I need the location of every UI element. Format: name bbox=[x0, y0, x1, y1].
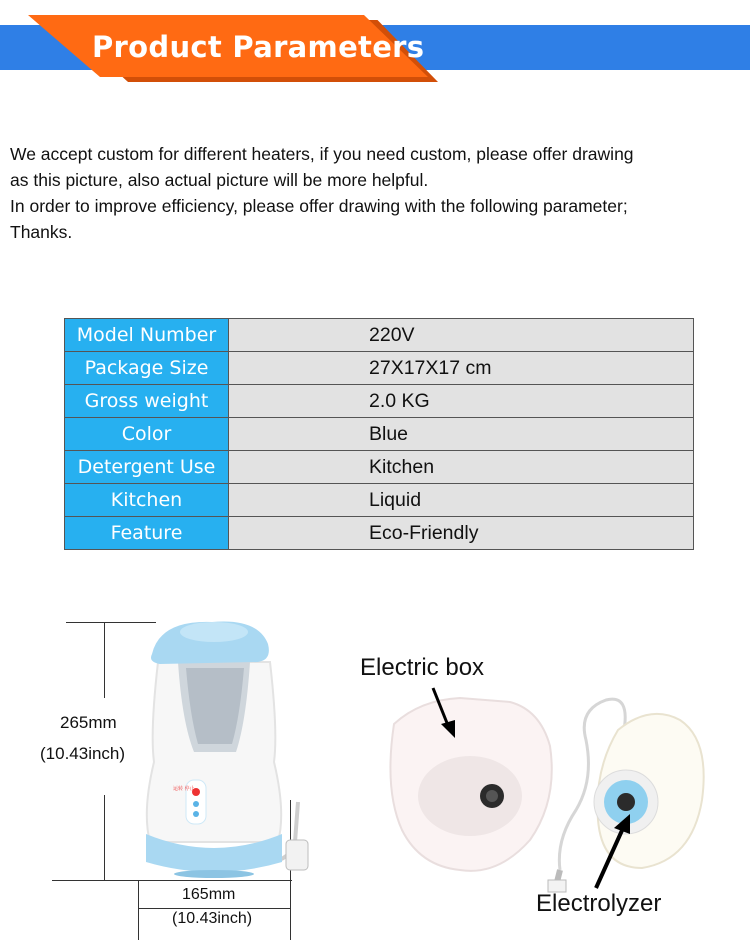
spec-table bbox=[64, 318, 694, 550]
table-row bbox=[65, 517, 694, 550]
spec-key: Detergent Use bbox=[65, 451, 229, 484]
table-row bbox=[65, 352, 694, 385]
intro-line: as this picture, also actual picture will be more helpful. bbox=[10, 170, 429, 190]
spec-key: Package Size bbox=[65, 352, 229, 385]
spec-value: Kitchen bbox=[229, 451, 694, 484]
height-mm-label: 265mm bbox=[60, 713, 117, 732]
spec-key: Kitchen bbox=[65, 484, 229, 517]
electric-box-arrow-icon bbox=[425, 684, 465, 740]
spec-value: 2.0 KG bbox=[229, 385, 694, 418]
electrolyzer-arrow-icon bbox=[586, 812, 636, 892]
table-row bbox=[65, 451, 694, 484]
width-inch-label: (10.43inch) bbox=[172, 910, 253, 927]
section-title: Product Parameters bbox=[92, 30, 425, 64]
dimension-vertical-upper bbox=[104, 622, 105, 698]
intro-line: We accept custom for different heaters, if you need custom, please offer drawing bbox=[10, 144, 634, 164]
dimension-horizontal-left bbox=[138, 880, 139, 940]
spec-key: Gross weight bbox=[65, 385, 229, 418]
intro-line: Thanks. bbox=[10, 222, 73, 242]
intro-text bbox=[10, 141, 745, 245]
spec-key: Model Number bbox=[65, 319, 229, 352]
electrolyzer-callout: Electrolyzer bbox=[536, 890, 662, 917]
assembled-product-illustration bbox=[140, 612, 310, 882]
section-banner bbox=[0, 0, 750, 90]
spec-value: Liquid bbox=[229, 484, 694, 517]
table-row bbox=[65, 385, 694, 418]
spec-value: Blue bbox=[229, 418, 694, 451]
spec-value: Eco-Friendly bbox=[229, 517, 694, 550]
spec-value: 220V bbox=[229, 319, 694, 352]
spec-value: 27X17X17 cm bbox=[229, 352, 694, 385]
spec-key: Color bbox=[65, 418, 229, 451]
dimension-vertical-lower bbox=[104, 795, 105, 880]
height-inch-label: (10.43inch) bbox=[40, 744, 126, 763]
electric-box-callout: Electric box bbox=[360, 654, 485, 681]
width-mm-label: 165mm bbox=[182, 886, 236, 903]
dimension-width-line bbox=[138, 908, 290, 909]
intro-line: In order to improve efficiency, please offer drawing with the following parameter; bbox=[10, 196, 628, 216]
table-row bbox=[65, 319, 694, 352]
table-row bbox=[65, 484, 694, 517]
table-row bbox=[65, 418, 694, 451]
panel-label: 运转 停止 bbox=[173, 786, 195, 792]
spec-key: Feature bbox=[65, 517, 229, 550]
